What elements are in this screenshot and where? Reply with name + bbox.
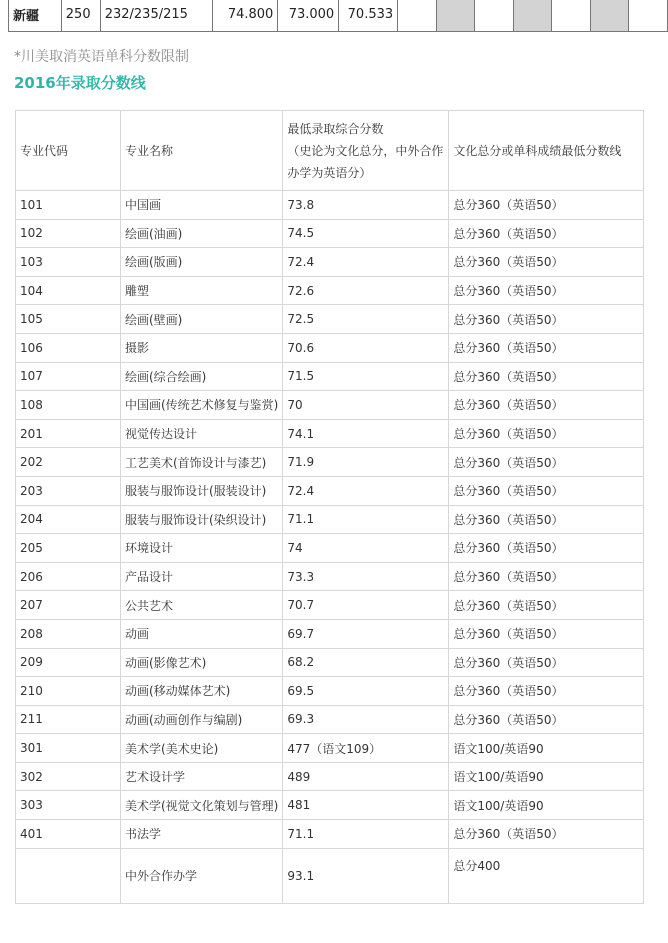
table-row [16,762,644,791]
code-cell: 203 [16,476,121,505]
code-cell: 205 [16,534,121,563]
major-name-cell: 动画 [121,619,283,648]
code-cell: 211 [16,705,121,734]
culture-score-cell: 总分360（英语50） [449,705,644,734]
major-name-cell: 服装与服饰设计(染织设计) [121,505,283,534]
major-name-cell: 书法学 [121,820,283,849]
code-cell: 106 [16,333,121,362]
culture-score-cell: 总分360（英语50） [449,191,644,220]
culture-score-cell: 总分360（英语50） [449,534,644,563]
code-cell: 301 [16,734,121,763]
min-score-cell: 74.5 [283,219,449,248]
major-name-cell: 艺术设计学 [121,762,283,791]
culture-score-cell: 总分360（英语50） [449,276,644,305]
table-row [16,305,644,334]
min-score-cell: 72.6 [283,276,449,305]
header-min-score-line: 最低录取综合分数 [287,121,384,136]
shaded-cell [513,0,552,32]
code-cell: 201 [16,419,121,448]
code-cell: 202 [16,448,121,477]
culture-score-cell: 总分400 [449,848,644,903]
culture-score-cell: 总分360（英语50） [449,591,644,620]
table-row [16,276,644,305]
culture-score-cell: 总分360（英语50） [449,677,644,706]
table-row [16,191,644,220]
code-cell: 206 [16,562,121,591]
section-title: 2016年录取分数线 [14,74,146,92]
code-cell: 103 [16,248,121,277]
min-score-cell: 74.1 [283,419,449,448]
min-score-cell: 73.8 [283,191,449,220]
major-name-cell: 美术学(视觉文化策划与管理) [121,791,283,820]
empty-cell [552,0,591,32]
code-cell [16,848,121,903]
min-score-cell: 69.5 [283,677,449,706]
table-row [16,534,644,563]
min-score-cell: 71.9 [283,448,449,477]
min-score-cell: 72.5 [283,305,449,334]
table-row [16,648,644,677]
major-name-cell: 中国画 [121,191,283,220]
cell: 250 [61,0,100,32]
code-cell: 401 [16,820,121,849]
header-min-score-line: 办学为英语分） [287,165,372,180]
empty-cell [475,0,514,32]
culture-score-cell: 总分360（英语50） [449,419,644,448]
table-row [16,677,644,706]
major-name-cell: 摄影 [121,333,283,362]
cell: 70.533 [339,0,398,32]
culture-score-cell: 语文100/英语90 [449,791,644,820]
code-cell: 107 [16,362,121,391]
min-score-cell: 71.5 [283,362,449,391]
major-name-cell: 绘画(油画) [121,219,283,248]
code-cell: 210 [16,677,121,706]
major-name-cell: 绘画(壁画) [121,305,283,334]
table-row [16,562,644,591]
table-row [16,820,644,849]
culture-score-cell: 语文100/英语90 [449,734,644,763]
culture-score-cell: 总分360（英语50） [449,248,644,277]
culture-score-cell: 总分360（英语50） [449,448,644,477]
culture-score-cell: 总分360（英语50） [449,219,644,248]
culture-score-cell: 总分360（英语50） [449,562,644,591]
shaded-cell [436,0,475,32]
min-score-cell: 72.4 [283,248,449,277]
table-row [16,619,644,648]
major-name-cell: 雕塑 [121,276,283,305]
major-name-cell: 美术学(美术史论) [121,734,283,763]
min-score-cell: 489 [283,762,449,791]
culture-score-cell: 总分360（英语50） [449,476,644,505]
min-score-cell: 74 [283,534,449,563]
culture-score-cell: 总分360（英语50） [449,648,644,677]
min-score-cell: 73.3 [283,562,449,591]
table-row [16,248,644,277]
major-name-cell: 绘画(版画) [121,248,283,277]
min-score-cell: 71.1 [283,820,449,849]
code-cell: 208 [16,619,121,648]
culture-score-cell: 总分360（英语50） [449,362,644,391]
table-row [16,362,644,391]
min-score-cell: 93.1 [283,848,449,903]
code-cell: 302 [16,762,121,791]
major-name-cell: 视觉传达设计 [121,419,283,448]
min-score-cell: 70.7 [283,591,449,620]
major-name-cell: 中外合作办学 [121,848,283,903]
major-name-cell: 动画(动画创作与编剧) [121,705,283,734]
previous-table-fragment [8,0,668,32]
min-score-cell: 69.3 [283,705,449,734]
table-header-row [16,111,644,191]
table-row [16,419,644,448]
code-cell: 105 [16,305,121,334]
culture-score-cell: 总分360（英语50） [449,619,644,648]
table-row [16,391,644,420]
table-row [9,0,668,32]
table-row [16,333,644,362]
major-name-cell: 动画(移动媒体艺术) [121,677,283,706]
code-cell: 303 [16,791,121,820]
table-row [16,705,644,734]
min-score-cell: 481 [283,791,449,820]
code-cell: 101 [16,191,121,220]
major-name-cell: 工艺美术(首饰设计与漆艺) [121,448,283,477]
major-name-cell: 环境设计 [121,534,283,563]
shaded-cell [590,0,629,32]
min-score-cell: 477（语文109） [283,734,449,763]
province-cell: 新疆 [9,0,62,32]
header-name: 专业名称 [121,111,283,191]
header-code: 专业代码 [16,111,121,191]
header-culture-score: 文化总分或单科成绩最低分数线 [449,111,644,191]
culture-score-cell: 总分360（英语50） [449,391,644,420]
culture-score-cell: 总分360（英语50） [449,820,644,849]
code-cell: 207 [16,591,121,620]
table-row [16,219,644,248]
major-name-cell: 服装与服饰设计(服装设计) [121,476,283,505]
culture-score-cell: 语文100/英语90 [449,762,644,791]
min-score-cell: 68.2 [283,648,449,677]
note-text: *川美取消英语单科分数限制 [14,49,189,65]
cell: 232/235/215 [100,0,213,32]
major-name-cell: 动画(影像艺术) [121,648,283,677]
culture-score-cell: 总分360（英语50） [449,305,644,334]
min-score-cell: 70.6 [283,333,449,362]
cell: 73.000 [278,0,339,32]
min-score-cell: 72.4 [283,476,449,505]
code-cell: 102 [16,219,121,248]
table-row [16,791,644,820]
code-cell: 209 [16,648,121,677]
major-name-cell: 中国画(传统艺术修复与鉴赏) [121,391,283,420]
table-row [16,734,644,763]
culture-score-cell: 总分360（英语50） [449,505,644,534]
major-name-cell: 绘画(综合绘画) [121,362,283,391]
major-name-cell: 产品设计 [121,562,283,591]
table-row [16,448,644,477]
code-cell: 104 [16,276,121,305]
code-cell: 204 [16,505,121,534]
table-row [16,476,644,505]
culture-score-cell: 总分360（英语50） [449,333,644,362]
table-row [16,505,644,534]
major-name-cell: 公共艺术 [121,591,283,620]
table-row [16,848,644,903]
header-min-score [283,111,449,191]
min-score-cell: 69.7 [283,619,449,648]
code-cell: 108 [16,391,121,420]
min-score-cell: 71.1 [283,505,449,534]
empty-cell [629,0,668,32]
admission-score-table [15,110,644,904]
min-score-cell: 70 [283,391,449,420]
table-row [16,591,644,620]
header-min-score-line: （史论为文化总分，中外合作 [287,143,444,158]
cell: 74.800 [213,0,278,32]
empty-cell [398,0,437,32]
